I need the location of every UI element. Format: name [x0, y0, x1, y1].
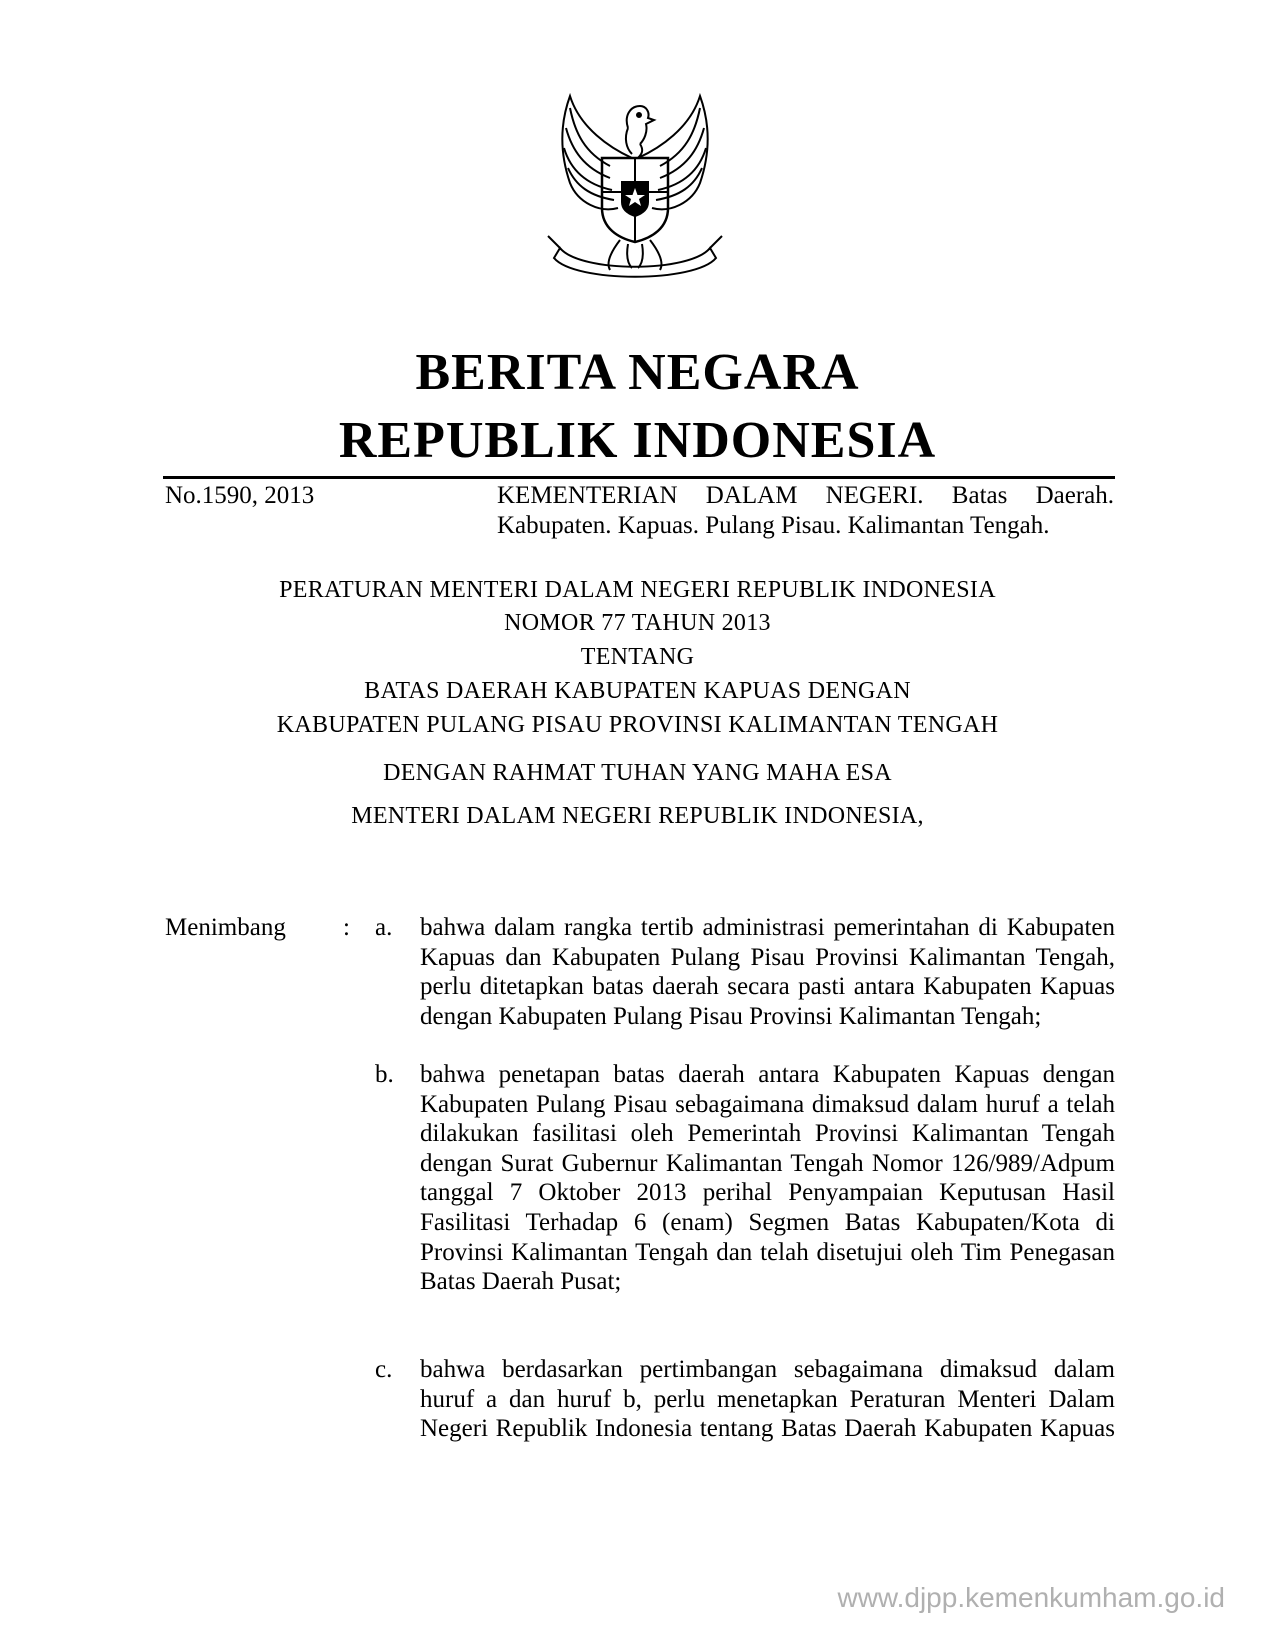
regulation-subject-line2: KABUPATEN PULANG PISAU PROVINSI KALIMANTAN TENGAH — [276, 712, 999, 738]
considering-item-letter: a. — [375, 914, 393, 941]
regulation-title: PERATURAN MENTERI DALAM NEGERI REPUBLIK INDONESIA — [279, 577, 996, 603]
considering-colon: : — [343, 914, 350, 941]
regulation-issuer: MENTERI DALAM NEGERI REPUBLIK INDONESIA, — [351, 803, 924, 829]
considering-item-letter: c. — [375, 1356, 393, 1383]
considering-item-text: bahwa dalam rangka tertib administrasi pemerintahan di Kabupaten Kapuas dan Kabupaten Pulang Pisau Provinsi Kalimantan Tengah, perlu ditetapkan batas daerah secara pasti antara Kabupaten Kapuas dengan Kabupaten Pulang Pisau Provinsi Kalimantan Tengah; — [420, 914, 1115, 1030]
considering-item-text: bahwa penetapan batas daerah antara Kabupaten Kapuas dengan Kabupaten Pulang Pisau sebagaimana dimaksud dalam huruf a telah dilakukan fasilitasi oleh Pemerintah Provinsi Kalimantan Tengah dengan Surat Gubernur Kalimantan Tengah Nomor 126/989/Adpum tanggal 7 Oktober 2013 perihal Penyampaian Keputusan Hasil Fasilitasi Terhadap 6 (enam) Segmen Batas Kabupaten/Kota di Provinsi Kalimantan Tengah dan telah disetujui oleh Tim Penegasan Batas Daerah Pusat; — [420, 1061, 1115, 1296]
regulation-invocation: DENGAN RAHMAT TUHAN YANG MAHA ESA — [383, 760, 892, 786]
considering-item-letter: b. — [375, 1061, 394, 1088]
regulation-about: TENTANG — [580, 644, 695, 670]
document-number: No.1590, 2013 — [165, 482, 315, 509]
regulation-subject-line1: BATAS DAERAH KABUPATEN KAPUAS DENGAN — [364, 678, 911, 704]
considering-label: Menimbang — [165, 914, 286, 941]
regulation-number: NOMOR 77 TAHUN 2013 — [504, 610, 771, 636]
considering-item-text: bahwa berdasarkan pertimbangan sebagaimana dimaksud dalam huruf a dan huruf b, perlu menetapkan Peraturan Menteri Dalam Negeri Republik Indonesia tentang Batas Daerah Kabupaten Kapuas — [420, 1356, 1115, 1443]
masthead-divider — [163, 476, 1115, 479]
masthead-title-line2: REPUBLIK INDONESIA — [338, 412, 937, 469]
document-subject: KEMENTERIAN DALAM NEGERI. Batas Daerah. Kabupaten. Kapuas. Pulang Pisau. Kalimantan Tengah. — [497, 482, 1114, 539]
masthead-title-line1: BERITA NEGARA — [415, 344, 860, 401]
garuda-pancasila-emblem — [540, 88, 730, 288]
source-watermark: www.djpp.kemenkumham.go.id — [837, 1582, 1225, 1613]
garuda-pancasila-emblem-icon — [540, 88, 730, 288]
